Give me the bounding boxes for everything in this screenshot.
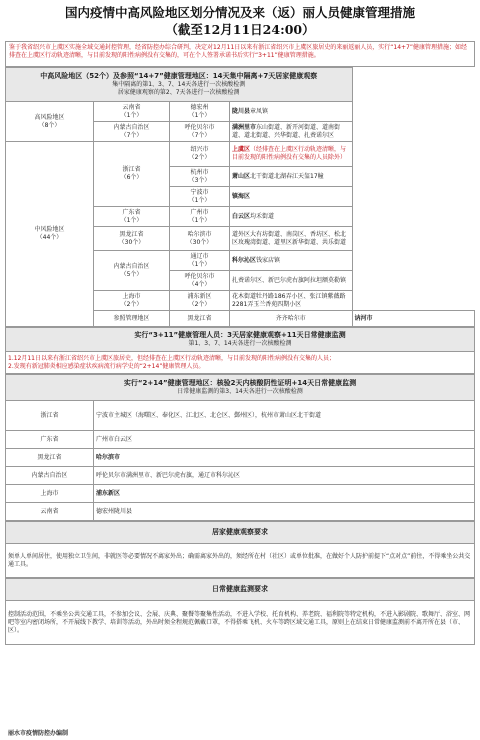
sec3-area-guangdong: 广州市白云区	[94, 431, 475, 449]
sec1-sub2: 居家健康观察的第2、7天各进行一次核酸检测	[117, 89, 240, 96]
sec3-area-neimenggu: 呼伦贝尔市满洲里市、新巴尔虎右旗，通辽市科尔沁区	[94, 467, 475, 485]
province-heilongjiang-ref: 黑龙江省	[170, 311, 230, 327]
area-longchuan: 陇川县章凤镇	[230, 102, 353, 122]
sec4-text: 须单人单间居住，使用独立卫生间，非就医等必要情况不离家外出；确需离家外出的，须经所在村（社区）或单位批准，在做好个人防护前提下“点对点”前往，不得乘坐公共交通工具。	[6, 544, 475, 578]
sec2-notes	[6, 352, 475, 374]
city-hulunbeier: 呼伦贝尔市 （7个）	[170, 122, 230, 142]
sec3-title: 实行“2+14”健康管理地区：核验2天内核酸阴性证明+14天日常健康监测	[123, 379, 357, 387]
sec3-province-zhejiang: 浙江省	[6, 401, 94, 431]
high-risk-category: 高风险地区 （8个）	[6, 102, 94, 142]
sec3-header	[6, 375, 475, 401]
area-nehe: 讷河市	[352, 311, 475, 327]
sec3-sub: 日常健康监测的第3、14天各进行一次核酸检测	[177, 388, 303, 395]
province-neimenggu: 内蒙古自治区 （7个）	[94, 122, 170, 142]
province-yunnan: 云南省 （1个）	[94, 102, 170, 122]
sec2-note-1: 1.12月11日以来有浙江省绍兴市上虞区旅居史，但经排查在上虞区行动轨迹清晰，与目前发现的阳性病例没有交集的人员；	[8, 354, 335, 362]
risk-area-table	[5, 67, 475, 327]
sec3-area-shanghai: 浦东新区	[94, 485, 475, 503]
sec3-area-yunnan: 德宏州陇川县	[94, 503, 475, 521]
city-pudong: 浦东新区 （2个）	[170, 291, 230, 311]
area-zhenhai: 镇海区	[230, 187, 353, 207]
sec2-title: 实行“3+11”健康管理人员：3天居家健康观察+11天日常健康监测	[134, 331, 346, 339]
document-title	[5, 4, 475, 38]
area-xiaoshan: 萧山区北干街道北湖春江天玺17幢	[230, 167, 353, 187]
title-line-2: （截至12月11日24:00）	[165, 22, 315, 37]
section-home-observation	[5, 521, 475, 578]
issuer-footer: 丽水市疫情防控办编制	[8, 730, 69, 737]
sec1-title: 中高风险地区（52个）及参照“14+7”健康管理地区：14天集中隔离+7天居家健康观察	[40, 72, 318, 80]
sec1-header	[6, 68, 353, 102]
province-heilongjiang: 黑龙江省 （30个）	[94, 227, 170, 251]
area-keerqin: 科尔沁区钱家店镇	[230, 251, 353, 271]
city-hangzhou: 杭州市 （3个）	[170, 167, 230, 187]
city-hulunbeier-mid: 呼伦贝尔市 （4个）	[170, 271, 230, 291]
area-zhalainuoer: 扎赉诺尔区、新巴尔虎右旗阿拉坦额莫勒镇	[230, 271, 353, 291]
sec3-province-yunnan: 云南省	[6, 503, 94, 521]
city-harbin: 哈尔滨市 （30个）	[170, 227, 230, 251]
city-dehong: 德宏州 （1个）	[170, 102, 230, 122]
city-qiqihaer: 齐齐哈尔市	[230, 311, 353, 327]
mid-risk-category: 中风险地区 （44个）	[6, 142, 94, 327]
section-2plus14	[5, 374, 475, 521]
reference-category: 参照管理地区	[94, 311, 170, 327]
section-3plus11	[5, 327, 475, 374]
sec3-province-heilongjiang: 黑龙江省	[6, 449, 94, 467]
sec4-header: 居家健康观察要求	[6, 522, 475, 544]
area-shangyu: 上虞区（经排查在上虞区行动轨迹清晰，与目前发现的阳性病例没有交集的人员除外）	[230, 142, 353, 167]
city-tongliao: 通辽市 （1个）	[170, 251, 230, 271]
city-shaoxing: 绍兴市 （2个）	[170, 142, 230, 167]
area-harbin-districts: 道外区大有坊街道、南岗区、香坊区、松北区玫瑰湾街道、道里区新华街道、共乐街道	[230, 227, 353, 251]
province-guangdong: 广东省 （1个）	[94, 207, 170, 227]
sec2-header	[6, 328, 475, 352]
area-baiyun: 白云区均禾街道	[230, 207, 353, 227]
province-shanghai: 上海市 （2个）	[94, 291, 170, 311]
sec3-area-heilongjiang: 哈尔滨市	[94, 449, 475, 467]
city-guangzhou: 广州市 （1个）	[170, 207, 230, 227]
area-manzhouli: 满洲里市东山街道、新开河街道、道南街道、道北街道、兴华街道、扎赉诺尔区	[230, 122, 353, 142]
sec1-sub1: 集中隔离的第1、3、7、14天各进行一次核酸检测	[112, 81, 246, 88]
sec2-sub: 第1、3、7、14天各进行一次核酸检测	[188, 340, 292, 347]
sec3-area-zhejiang: 宁波市主城区（海曙区、奉化区、江北区、北仑区、鄞州区），杭州市萧山区北干街道	[94, 401, 475, 431]
area-pudong: 花木街道牡丹路186弄小区、张江镇紫薇路2281弄玉兰香苑四期小区	[230, 291, 353, 311]
sec5-text: 控制活动范围，不乘坐公共交通工具，不参加会议、会展、庆典、聚餐等聚集性活动，不进入学校、托育机构、养老院、福利院等特定机构，不进入影剧院、歌舞厅、浴室、网吧等室内密闭场所，不开展线下教学、培训等活动，外出时须全程规范佩戴口罩，不得搭乘飞机、火车等跨区域交通工具，原则上在结束日常健康监测前不离开所在县（市、区）。	[6, 601, 475, 645]
sec5-header: 日常健康监测要求	[6, 579, 475, 601]
title-line-1: 国内疫情中高风险地区划分情况及来（返）丽人员健康管理措施	[64, 5, 415, 20]
sec3-province-shanghai: 上海市	[6, 485, 94, 503]
sec3-province-guangdong: 广东省	[6, 431, 94, 449]
shangyu-notice: 鉴于我省绍兴市上虞区实施全域交通封控管理，经省防控办综合研判，决定对12月11日以来有浙江省绍兴市上虞区旅居史的来丽返丽人员，实行“14+7”健康管理措施；如经排查在上虞区行动轨迹清晰，与目前发现的阳性病例没有交集的，可在个人签署承诺书后实行“3+11”健康管理措施。	[5, 41, 475, 67]
sec3-province-neimenggu: 内蒙古自治区	[6, 467, 94, 485]
section-daily-monitoring	[5, 578, 475, 645]
province-zhejiang: 浙江省 （6个）	[94, 142, 170, 207]
sec2-note-2: 2.发现有新冠肺炎相应感染症状疾病流行病学史的“2+14”健康管理人员。	[8, 362, 205, 370]
city-ningbo: 宁波市 （1个）	[170, 187, 230, 207]
province-neimenggu-mid: 内蒙古自治区 （5个）	[94, 251, 170, 291]
